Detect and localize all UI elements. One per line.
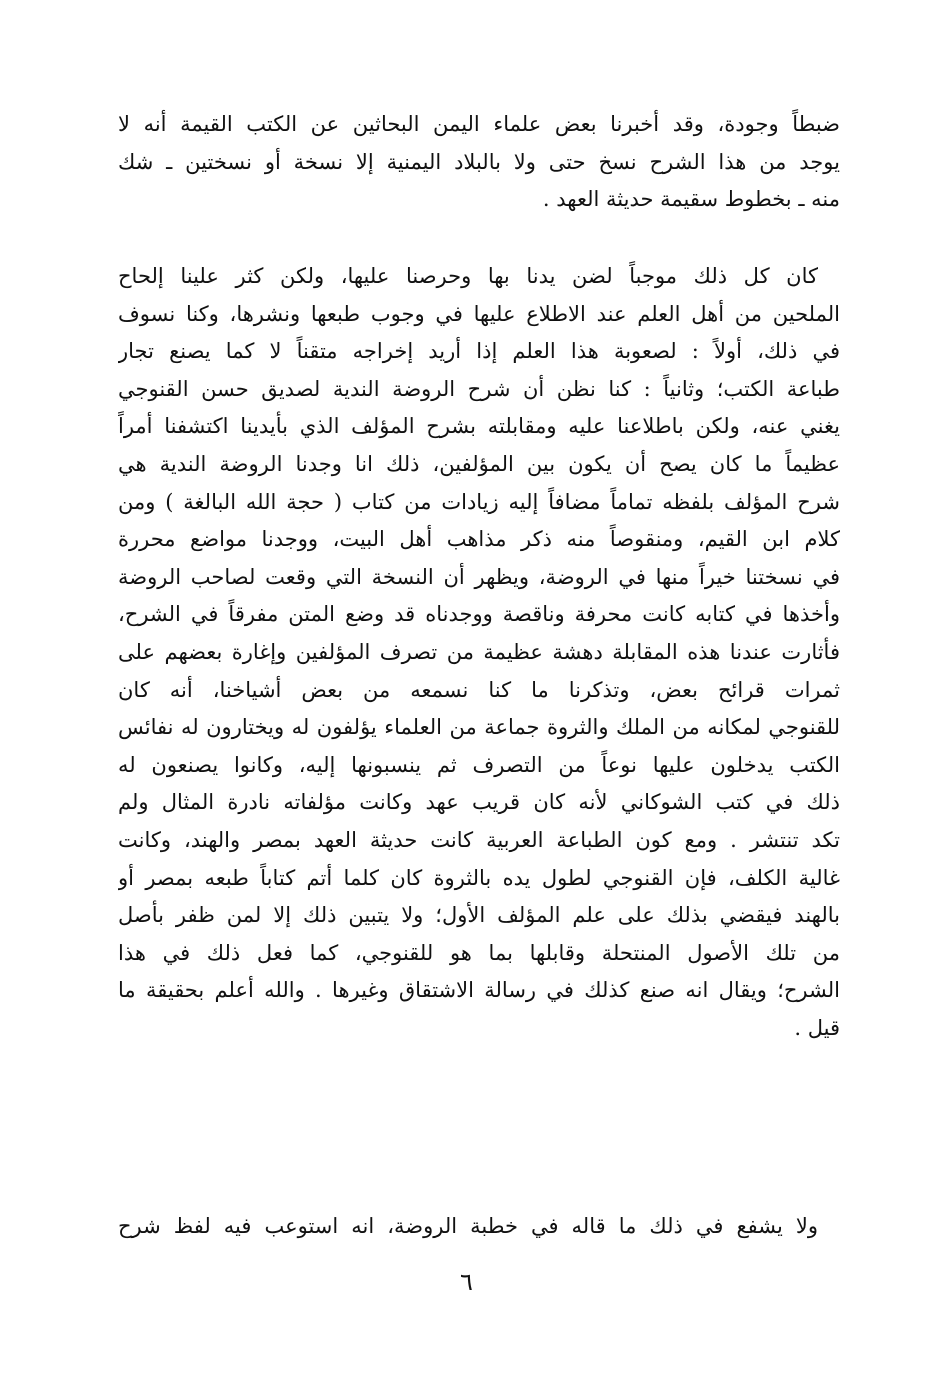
text-line: ولا يشفع في ذلك ما قاله في خطبة الروضة، انه استوعب فيه لفظ شرح [118,1214,818,1238]
text-line: يغني عنه، ولكن باطلاعنا عليه ومقابلته بشرح المؤلف الذي بأيدينا اكتشفنا أمراً [118,414,840,439]
text-line: فأثارت عندنا هذه المقابلة دهشة عظيمة من تصرف المؤلفين وإغارة بعضهم على [118,639,840,664]
paragraph-3 [118,1208,840,1246]
text-line: من تلك الأصول المنتحلة وقابلها بما هو للقنوجي، كما فعل ذلك في هذا [118,940,840,965]
text-line: عظيماً ما كان يصح أن يكون بين المؤلفين، ذلك انا وجدنا الروضة الندية هي [118,451,840,476]
text-line: تكد تنتشر . ومع كون الطباعة العربية كانت حديثة العهد بمصر والهند، وكانت [118,827,840,852]
text-line: في ذلك، أولاً : لصعوبة هذا العلم إذا أريد إخراجه متقناً لا كما يصنع تجار [118,339,840,364]
page-number: ٦ [460,1268,473,1296]
text-line: ضبطاً وجودة، وقد أخبرنا بعض علماء اليمن البحاثين عن الكتب القيمة أنه لا [118,112,840,136]
text-line: ذلك في كتب الشوكاني لأنه كان قريب عهد وكانت مؤلفاته نادرة المثال ولم [118,790,840,815]
text-line: غالية الكلف، فإن القنوجي لطول يده بالثروة كان كلما أتم كتاباً طبعه بمصر أو [118,865,840,890]
paragraph-1 [118,106,840,219]
text-line: بالهند فيقضي بذلك على علم المؤلف الأول؛ ولا يتبين ذلك إلا لمن ظفر بأصل [118,903,840,928]
text-line: ثمرات قرائح بعض، وتذكرنا ما كنا نسمعه من بعض أشياخنا، أنه كان [118,677,840,702]
text-line: طباعة الكتب؛ وثانياً : كنا نظن أن شرح الروضة الندية لصديق حسن القنوجي [118,376,840,401]
text-line: يوجد من هذا الشرح نسخ حتى ولا بالبلاد اليمنية إلا نسخة أو نسختين ـ شك [118,149,840,174]
text-line: الملحين من أهل العلم عند الاطلاع عليها في وجوب طبعها ونشرها، وكنا نسوف [118,301,840,326]
text-line: منه ـ بخطوط سقيمة حديثة العهد . [542,187,840,212]
text-line: في نسختنا خيراً منها في الروضة، ويظهر أن النسخة التي وقعت لصاحب الروضة [118,564,840,589]
paragraph-2 [118,258,840,1047]
text-line: قيل . [794,1015,840,1040]
text-line: كان كل ذلك موجباً لضن يدنا بها وحرصنا عليها، ولكن كثر علينا إلحاح [118,264,818,288]
text-line: وأخذها في كتابه كانت محرفة وناقصة ووجدناه قد وضع المتن مفرقاً في الشرح، [118,602,840,627]
text-line: الكتب يدخلون عليها نوعاً من التصرف ثم ينسبونها إليه، وكانوا يصنعون له [118,752,840,777]
text-line: كلام ابن القيم، ومنقوصاً منه ذكر مذاهب أهل البيت، ووجدنا مواضع محررة [118,527,840,552]
text-line: شرح المؤلف بلفظه تماماً مضافاً إليه زيادات من كتاب ( حجة الله البالغة ) ومن [118,489,840,514]
text-line: للقنوجي لمكانه من الملك والثروة جماعة من العلماء يؤلفون له ويختارون له نفائس [118,715,840,740]
text-line: الشرح؛ ويقال انه صنع كذلك في رسالة الاشتقاق وغيرها . والله أعلم بحقيقة ما [118,978,840,1003]
